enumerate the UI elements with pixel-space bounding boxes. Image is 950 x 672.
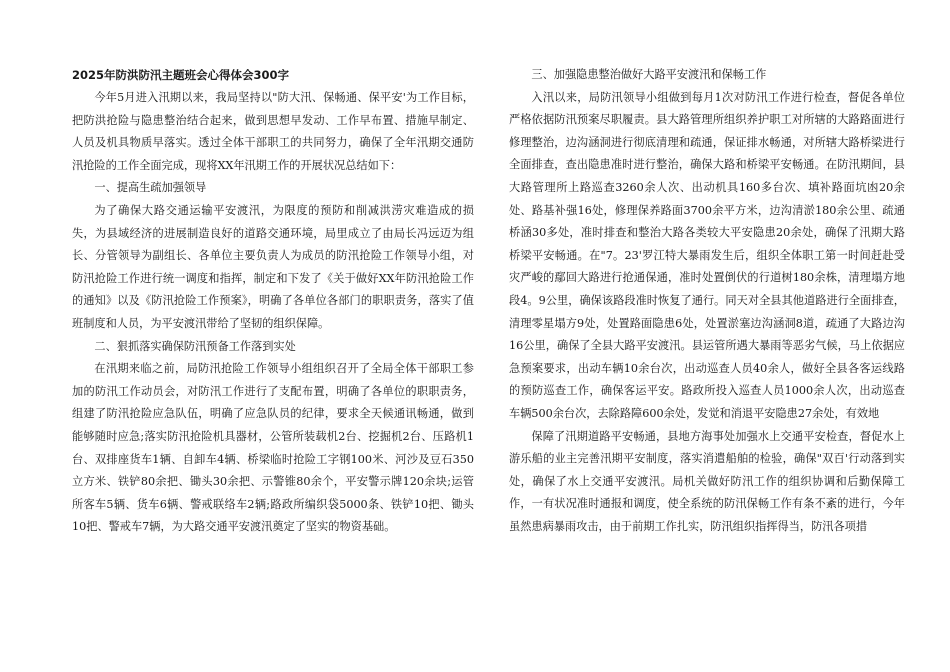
left-column [72,64,474,539]
intro-paragraph: 今年5月进入汛期以来，我局坚持以"防大汛、保畅通、保平安'为工作目标，把防洪抢险与隐患整治结合起来，做到思想早发动、工作早布置、措施早制定、人员及机具物质早落实。透过全体干部职工的共同努力，确保了全年汛期交通防汛抢险的工作全面完成，现将XX年汛期工作的开展状况总结如下： [72,91,474,172]
section-heading-1: 一、提高生疏加强领导 [94,181,207,195]
section-heading-3: 三、加强隐患整治做好大路平安渡汛和保畅工作 [531,68,767,81]
section-1-paragraph: 为了确保大路交通运输平安渡汛，为限度的预防和削减洪涝灾难造成的损失，为县域经济的进展制造良好的道路交通环境，局里成立了由局长冯远迈为组长、分管领导为副组长、各单位主要负责人为成员的防汛抢险工作领导小组，对防汛抢险工作进行统一调度和指挥，制定和下发了《关于做好XX年防汛抢险工作的通知》以及《防汛抢险工作预案》，明确了各单位各部门的职职责务，落实了值班制度和人员，为平安渡汛带给了坚韧的组织保障。 [72,203,474,330]
section-3-paragraph-continued: 保障了汛期道路平安畅通，县地方海事处加强水上交通平安检查，督促水上游乐船的业主完善汛期平安制度，落实消遣船舶的检验，确保"双百'行动落到实处，确保了水上交通平安渡汛。局机关做好防汛工作的组织协调和后勤保障工作，一有状况准时通报和调度，使全系统的防汛保畅工作有条不紊的进行，今年虽然患病暴雨攻击，由于前期工作扎实，防汛组织指挥得当，防汛各项措 [509,429,905,533]
section-heading-2: 二、狠抓落实确保防汛预备工作落到实处 [94,339,296,353]
document-title: 2025年防洪防汛主题班会心得体会300字 [72,68,290,82]
right-column [509,64,905,538]
section-3-paragraph: 入汛以来，局防汛领导小组做到每月1次对防汛工作进行检查，督促各单位严格依据防汛预案尽职履责。县大路管理所组织养护职工对所辖的大路路面进行修理整治，边沟涵洞进行彻底清理和疏通，保证排水畅通，对所辖大路桥梁进行全面排查，查出隐患准时进行整治，确保大路和桥梁平安畅通。在防汛期间，县大路管理所上路巡查3260余人次、出动机具160多台次、填补路面坑凼20余处、路基补强16处，修理保养路面3700余平方米，边沟清淤180余公里、疏通桥涵30多处，准时排查和整治大路各类较大平安隐患20余处，确保了汛期大路桥梁平安畅通。在"7。23'罗江特大暴雨发生后，组织全体职工第一时间赶赴受灾严峻的鄢回大路进行抢通保通，准时处置倒伏的行道树180余株，清理塌方地段4。9公里，确保该路段准时恢复了通行。同天对全县其他道路进行全面排查，清理零星塌方9处，处置路面隐患6处，处置淤塞边沟涵洞8道，疏通了大路边沟16公里，确保了全县大路平安渡汛。县运管所遇大暴雨等恶劣气候，马上依据应急预案要求，出动车辆10余台次，出动巡查人员40余人，做好全县各客运线路的预防巡查工作，确保客运平安。路政所投入巡查人员1000余人次，出动巡查车辆500余台次，去除路障600余处，发觉和消退平安隐患27余处，有效地 [509,90,905,420]
section-2-paragraph: 在汛期来临之前，局防汛抢险工作领导小组组织召开了全局全体干部职工参加的防汛工作动员会，对防汛工作进行了支配布置，明确了各单位的职职责务，组建了防汛抢险应急队伍，明确了应急队员的纪律，要求全天候通讯畅通，做到能够随时应急;落实防汛抢险机具器材，公管所装载机2台、挖掘机2台、压路机1台、双排座货车1辆、自卸车4辆、桥梁临时抢险工字钢100米、河沙及豆石350立方米、铁铲80余把、锄头30余把、示警锥80余个，平安警示牌120余块;运管所客车5辆、货车6辆、警戒联络车2辆;路政所编织袋5000条、铁铲10把、锄头10把、警戒车7辆，为大路交通平安渡汛奠定了坚实的物资基础。 [72,362,474,534]
